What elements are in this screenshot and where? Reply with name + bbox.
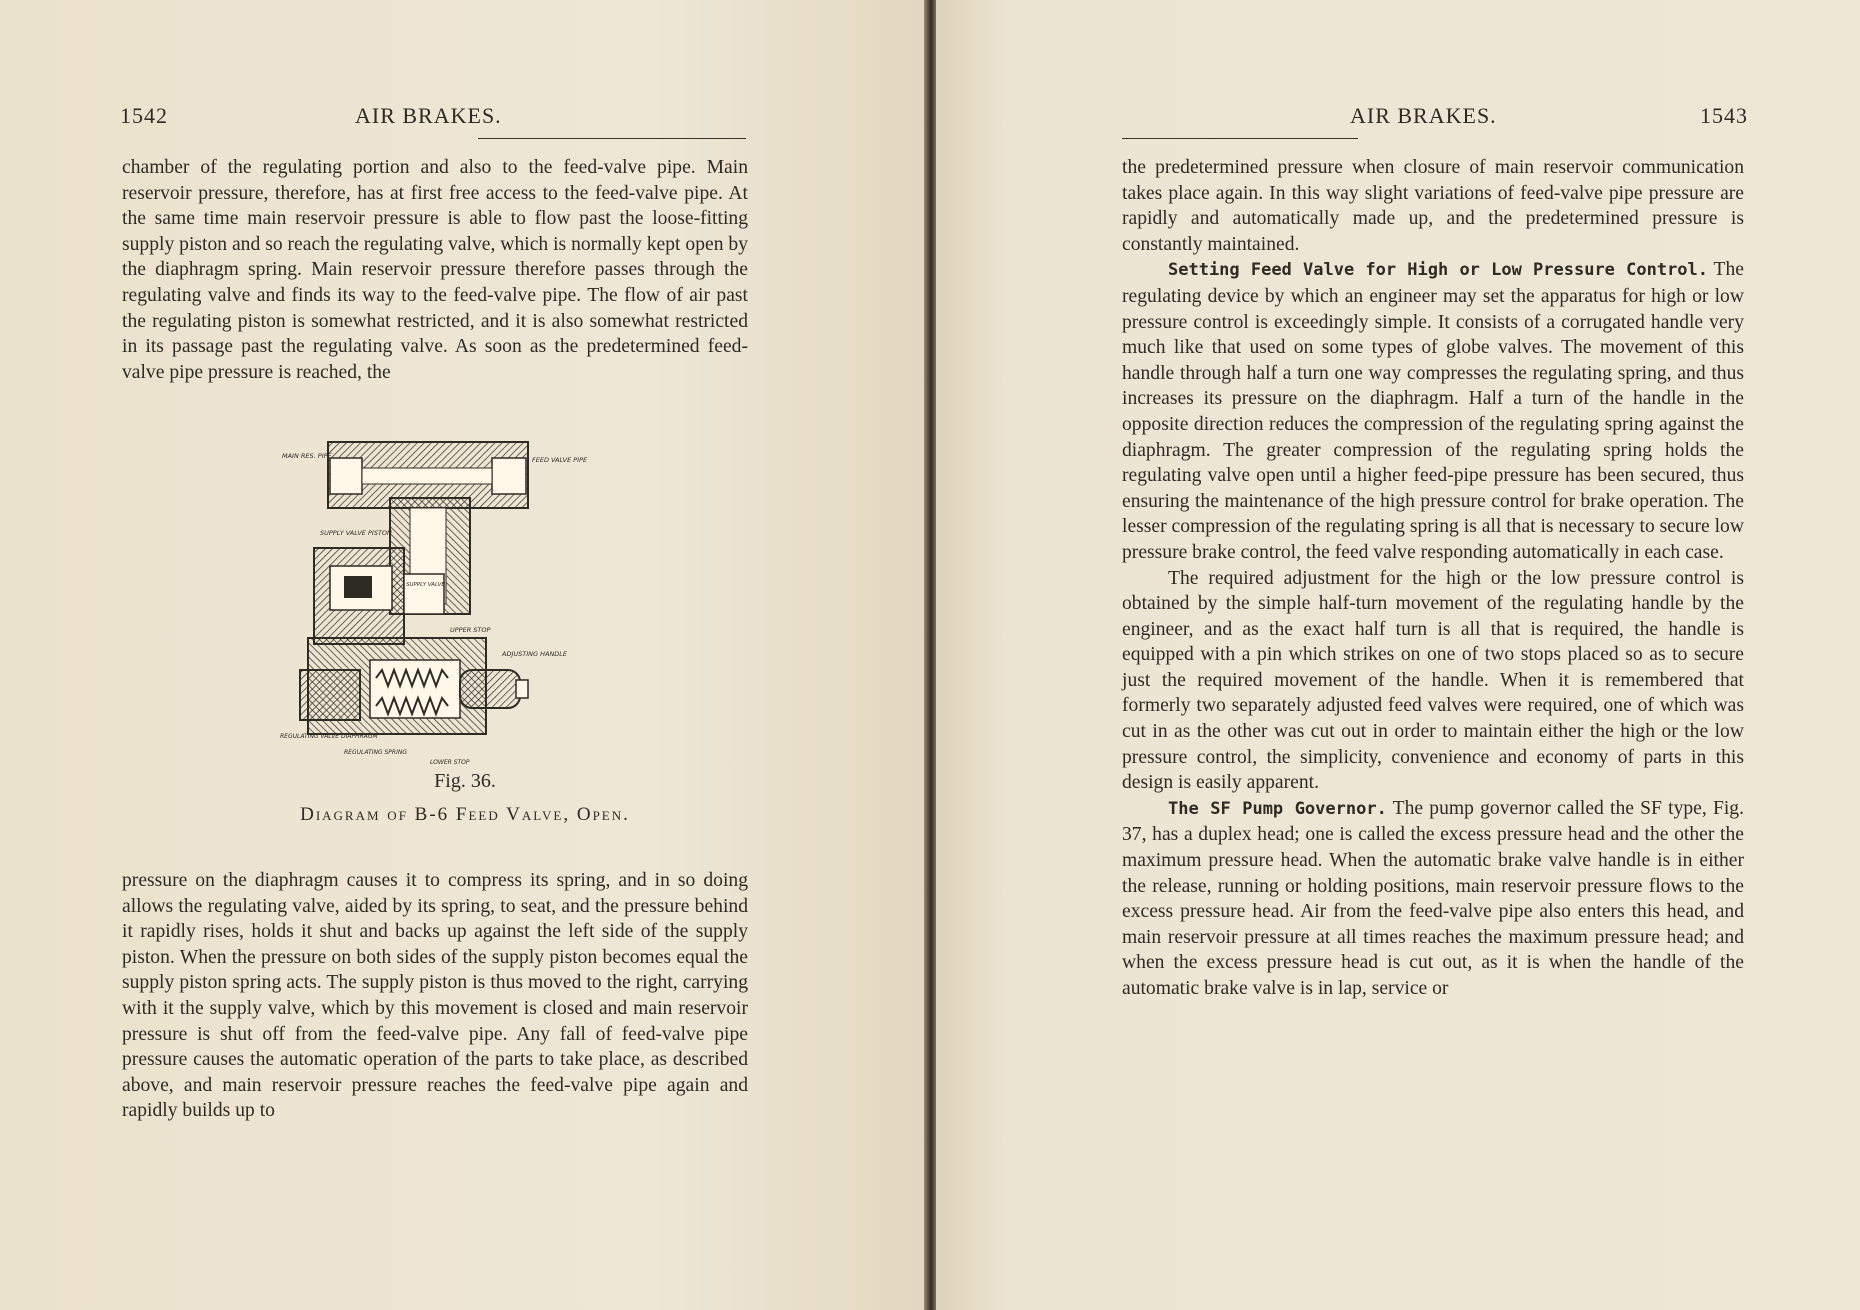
adjusting-handle — [460, 670, 520, 708]
label-adjusting-handle: ADJUSTING HANDLE — [502, 650, 568, 658]
figure-caption: Diagram of B-6 Feed Valve, Open. — [300, 804, 630, 825]
right-paragraph-1: the predetermined pressure when closure of main reservoir communication takes place again. In this way slight variations of feed-valve pipe pressure are rapidly and automatically made up, and the predetermined pressure is constantly maintained. — [1122, 157, 1744, 255]
label-upper-stop: UPPER STOP — [450, 626, 491, 634]
label-supply-valve-piston: SUPPLY VALVE PISTON — [320, 529, 392, 537]
section-heading-pump-governor: The SF Pump Governor. — [1168, 798, 1387, 819]
label-regulating-spring: REGULATING SPRING — [344, 749, 407, 756]
feed-valve-diagram — [280, 438, 610, 768]
label-supply-valve: SUPPLY VALVE — [406, 582, 445, 588]
label-main-res-pipe: MAIN RES. PIPE — [282, 452, 332, 460]
label-regulating-valve-diaphragm: REGULATING VALVE DIAPHRAGM — [280, 733, 378, 740]
left-running-head: AIR BRAKES. — [355, 103, 502, 128]
figure-number: Fig. 36. — [434, 770, 496, 792]
right-page-number: 1543 — [1700, 103, 1748, 128]
label-feed-valve-pipe: FEED VALVE PIPE — [532, 456, 588, 464]
paragraph-text: The regulating device by which an engineer may set the apparatus for high or low pressure control is exceedingly simple. It consists of a corrugated handle very much like that used on some types of globe valves. The movement of this handle through half a turn one way compresses the regulating spring, and thus increases its pressure on the diaphragm. Half a turn of the handle in the opposite direction reduces the compression of the regulating spring against the diaphragm. The greater compression of the regulating spring holds the regulating valve open until a higher feed-pipe pressure has been secured, thus ensuring the maintenance of the high pressure control for brake operation. The lesser compression of the regulating spring is all that is necessary to secure low pressure brake control, the feed valve responding automatically in each case. — [1122, 259, 1745, 563]
section-heading-feed-valve-setting: Setting Feed Valve for High or Low Pressure Control. — [1168, 260, 1709, 281]
right-page-text — [1122, 155, 1744, 1002]
left-paragraph-1 — [122, 155, 748, 385]
paragraph-text: pressure on the diaphragm causes it to compress its spring, and in so doing allows the regulating valve, aided by its spring, to seat, and the pressure behind it rapidly rises, holds it shut and backs up against the left side of the supply piston. When the pressure on both sides of the supply piston becomes equal the supply piston spring acts. The supply piston is thus moved to the right, carrying with it the supply valve, which by this movement is closed and main reservoir pressure is shut off from the feed-valve pipe. Any fall of feed-valve pipe pressure causes the automatic operation of the parts to take place, as described above, and main reservoir pressure reaches the feed-valve pipe again and rapidly builds up to — [122, 870, 748, 1122]
supply-valve — [404, 574, 444, 614]
label-lower-stop: LOWER STOP — [430, 759, 470, 766]
right-paragraph-3: The required adjustment for the high or the low pressure control is obtained by the simple half-turn movement of the regulating handle by the engineer, and as the exact half turn is all that is required, the handle is equipped with a pin which strikes on one of two stops placed so as to secure just the required movement of the handle. When it is remembered that formerly two separately adjusted feed valves were required, one of which was cut in as the other was cut out in order to maintain either the high or the low pressure control, the simplicity, convenience and economy of parts in this design is easily apparent. — [1122, 567, 1744, 794]
left-page-number: 1542 — [120, 103, 168, 128]
left-paragraph-2 — [122, 868, 748, 1124]
right-running-head: AIR BRAKES. — [1350, 103, 1497, 128]
left-header-rule — [478, 138, 746, 139]
supply-piston — [344, 576, 372, 598]
right-paragraph-2 — [1122, 257, 1744, 565]
right-header-rule — [1122, 138, 1358, 139]
paragraph-text: The pump governor called the SF type, Fig. 37, has a duplex head; one is called the excess pressure head and the other the maximum pressure head. When the automatic brake valve handle is in either the release, running or holding positions, main reservoir pressure flows to the excess pressure head. Air from the feed-valve pipe also enters this head, and main reservoir pressure at all times reaches the maximum pressure head; and when the excess pressure head is cut out, as it is when the handle of the automatic brake valve is in lap, service or — [1122, 797, 1744, 999]
right-paragraph-4 — [1122, 796, 1744, 1002]
paragraph-text: chamber of the regulating portion and also to the feed-valve pipe. Main reservoir pressure, therefore, has at first free access to the feed-valve pipe. At the same time main reservoir pressure is able to flow past the loose-fitting supply piston and so reach the regulating valve, which is normally kept open by the diaphragm spring. Main reservoir pressure therefore passes through the regulating valve and finds its way to the feed-valve pipe. The flow of air past the regulating piston is somewhat restricted, and it is also somewhat restricted in its passage past the regulating valve. As soon as the predetermined feed-valve pipe pressure is reached, the — [122, 157, 748, 383]
